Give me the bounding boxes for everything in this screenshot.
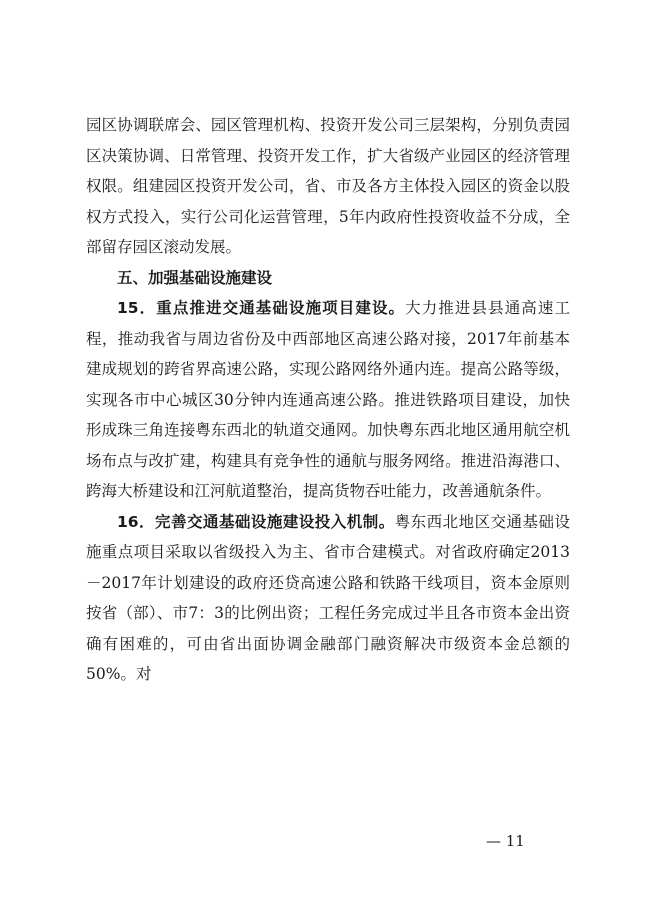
paragraph-15-body: 大力推进县县通高速工程，推动我省与周边省份及中西部地区高速公路对接，2017年前基本建成规划的跨省界高速公路，实现公路网络外通内连。提高公路等级，实现各市中心城区30分钟内连通高速公路。推进铁路项目建设，加快形成珠三角连接粤东西北的轨道交通网。加快粤东西北地区通用航空机场布点与改扩建，构建具有竞争性的通航与服务网络。推进沿海港口、跨海大桥建设和江河航道整治，提高货物吞吐能力，改善通航条件。 <box>86 299 570 500</box>
paragraph-16-lead: 16．完善交通基础设施建设投入机制。 <box>117 512 395 531</box>
section-heading-infrastructure: 五、加强基础设施建设 <box>117 268 273 287</box>
paragraph-15 <box>86 293 570 507</box>
body-text <box>86 110 570 690</box>
paragraph-16 <box>86 507 570 690</box>
paragraph-15-lead: 15．重点推进交通基础设施项目建设。 <box>117 299 406 317</box>
paragraph-park-structure: 园区协调联席会、园区管理机构、投资开发公司三层架构，分别负责园区决策协调、日常管理、投资开发工作，扩大省级产业园区的经济管理权限。组建园区投资开发公司，省、市及各方主体投入园区的资金以股权方式投入，实行公司化运营管理，5年内政府性投资收益不分成，全部留存园区滚动发展。 <box>86 116 570 256</box>
paragraph-16-body: 粤东西北地区交通基础设施重点项目采取以省级投入为主、省市合建模式。对省政府确定2013－2017年计划建设的政府还贷高速公路和铁路干线项目，资本金原则按省（部）、市7：3的比例出资；工程任务完成过半且各市资本金出资确有困难的，可由省出面协调金融部门融资解决市级资本金总额的50%。对 <box>86 512 570 683</box>
page-number: — 11 <box>486 832 525 850</box>
